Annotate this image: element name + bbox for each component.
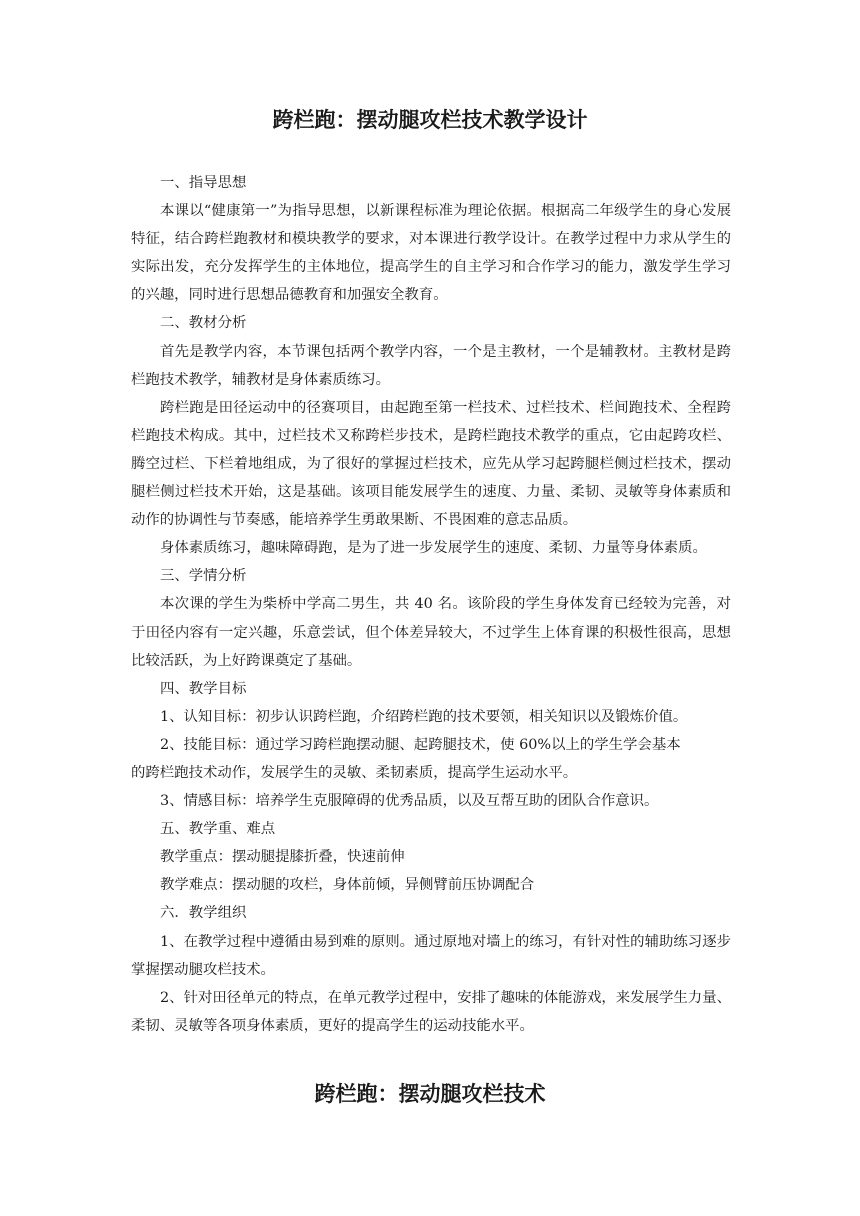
paragraph: 2、针对田径单元的特点，在单元教学过程中，安排了趣味的体能游戏，来发展学生力量、柔韧、灵敏等各项身体素质，更好的提高学生的运动技能水平。 [131, 989, 731, 1034]
paragraph: 的跨栏跑技术动作，发展学生的灵敏、柔韧素质，提高学生运动水平。 [131, 764, 578, 781]
paragraph: 首先是教学内容，本节课包括两个教学内容，一个是主教材，一个是辅教材。主教材是跨栏跑技术教学，辅教材是身体素质练习。 [131, 343, 731, 388]
section-heading: 六．教学组织 [160, 905, 247, 922]
paragraph: 教学难点：摆动腿的攻栏，身体前倾，异侧臂前压协调配合 [160, 877, 535, 894]
paragraph: 本次课的学生为柴桥中学高二男生，共 40 名。该阶段的学生身体发育已经较为完善，对于田径内容有一定兴趣，乐意尝试，但个体差异较大，不过学生上体育课的积极性很高，思想比较活跃，为上好跨课奠定了基础。 [131, 596, 731, 669]
document-body [131, 169, 731, 1040]
paragraph: 1、认知目标：初步认识跨栏跑，介绍跨栏跑的技术要领，相关知识以及锻炼价值。 [160, 708, 688, 725]
section-heading: 四、教学目标 [160, 680, 247, 697]
section-title: 跨栏跑：摆动腿攻栏技术 [314, 1081, 546, 1106]
document-title: 跨栏跑：摆动腿攻栏技术教学设计 [272, 107, 588, 132]
section-heading: 五、教学重、难点 [160, 821, 276, 838]
paragraph: 3、情感目标：培养学生克服障碍的优秀品质，以及互帮互助的团队合作意识。 [160, 793, 659, 810]
paragraph: 1、在教学过程中遵循由易到难的原则。通过原地对墙上的练习，有针对性的辅助练习逐步掌握摆动腿攻栏技术。 [131, 933, 731, 978]
section-heading: 二、教材分析 [160, 315, 247, 332]
section-heading: 三、学情分析 [160, 568, 247, 585]
paragraph: 身体素质练习，趣味障碍跑，是为了进一步发展学生的速度、柔韧、力量等身体素质。 [160, 540, 707, 557]
paragraph: 2、技能目标：通过学习跨栏跑摆动腿、起跨腿技术，使 60%以上的学生学会基本 [160, 736, 681, 753]
paragraph: 本课以“健康第一”为指导思想，以新课程标准为理论依据。根据高二年级学生的身心发展特征，结合跨栏跑教材和模块教学的要求，对本课进行教学设计。在教学过程中力求从学生的实际出发，充分发挥学生的主体地位，提高学生的自主学习和合作学习的能力，激发学生学习的兴趣，同时进行思想品德教育和加强安全教育。 [131, 203, 731, 304]
paragraph: 教学重点：摆动腿提膝折叠，快速前伸 [160, 849, 405, 866]
paragraph: 跨栏跑是田径运动中的径赛项目，由起跑至第一栏技术、过栏技术、栏间跑技术、全程跨栏跑技术构成。其中，过栏技术又称跨栏步技术，是跨栏跑技术教学的重点，它由起跨攻栏、腾空过栏、下栏着地组成，为了很好的掌握过栏技术，应先从学习起跨腿栏侧过栏技术，摆动腿栏侧过栏技术开始，这是基础。该项目能发展学生的速度、力量、柔韧、灵敏等身体素质和动作的协调性与节奏感，能培养学生勇敢果断、不畏困难的意志品质。 [131, 399, 731, 529]
section-heading: 一、指导思想 [160, 175, 247, 191]
